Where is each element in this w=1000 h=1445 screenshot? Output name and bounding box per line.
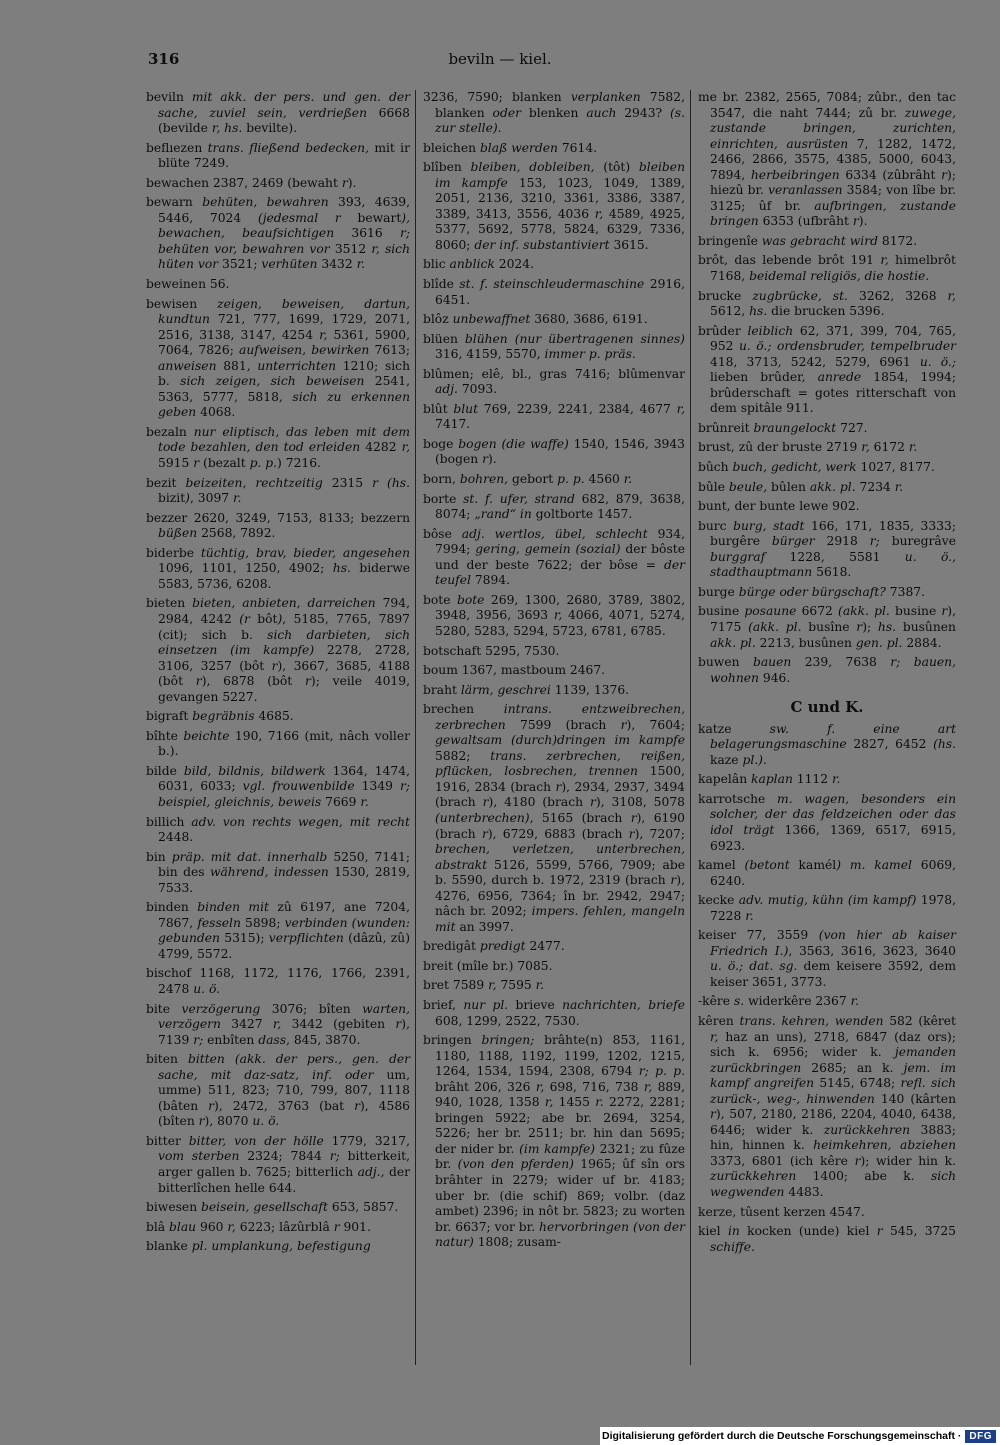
dictionary-entry: burc burg, stadt 166, 171, 1835, 3333; burgêre bürger 2918 r; buregrâve burggraf 1228, 5581 u. ö., stadthauptmann 5618. bbox=[698, 518, 956, 580]
dictionary-entry: katze sw. f. eine art belagerungsmaschine 2827, 6452 (hs. kaze pl.). bbox=[698, 721, 957, 767]
column-2 bbox=[423, 90, 685, 1255]
dictionary-entry: blîde st. f. steinschleudermaschine 2916, 6451. bbox=[423, 277, 685, 307]
dictionary-entry: binden binden mit zû 6197, ane 7204, 7867, fesseln 5898; verbinden (wunden: gebunden 5315); verpflichten (dâzû, zû) 4799, 5572. bbox=[146, 900, 410, 961]
dictionary-entry: blüen blühen (nur übertragenen sinnes) 316, 4159, 5570, immer p. präs. bbox=[423, 331, 685, 362]
dictionary-entry: biten bitten (akk. der pers., gen. der sache, mit daz-satz, inf. oder um, umme) 511, 823; 710, 799, 807, 1118 (bâten r), 2472, 3763 (bat r), 4586 (bîten r), 8070 u. ö. bbox=[146, 1052, 411, 1129]
dictionary-entry: biderbe tüchtig, brav, bieder, angesehen 1096, 1101, 1250, 4902; hs. biderwe 5583, 5736, 6208. bbox=[146, 545, 411, 591]
dictionary-entry: bezzer 2620, 3249, 7153, 8133; bezzern büßen 2568, 7892. bbox=[146, 510, 410, 541]
dictionary-entry: -kêre s. widerkêre 2367 r. bbox=[698, 994, 860, 1009]
dictionary-entry: blût blut 769, 2239, 2241, 2384, 4677 r, 7417. bbox=[423, 401, 685, 432]
dictionary-entry: kamel (betont kamél) m. kamel 6069, 6240. bbox=[698, 858, 956, 888]
dictionary-entry: brôt, das lebende brôt 191 r, himelbrôt 7168, beidemal religiös, die hostie. bbox=[698, 253, 957, 284]
dictionary-entry: bezit beizeiten, rechtzeitig 2315 r (hs. bizit), 3097 r. bbox=[146, 475, 410, 506]
dictionary-entry: kerze, tûsent kerzen 4547. bbox=[698, 1204, 865, 1219]
column-divider-2 bbox=[690, 90, 691, 1365]
column-divider-1 bbox=[415, 90, 416, 1365]
dictionary-entry: blôz unbewaffnet 3680, 3686, 6191. bbox=[423, 312, 648, 327]
section-heading: C und K. bbox=[790, 698, 864, 717]
dictionary-entry: brucke zugbrücke, st. 3262, 3268 r, 5612, hs. die brucken 5396. bbox=[698, 288, 956, 319]
dictionary-entry: boge bogen (die waffe) 1540, 1546, 3943 (bogen r). bbox=[423, 436, 685, 467]
footer-text: Digitalisierung gefördert durch die Deutsche Forschungsgemeinschaft · bbox=[602, 1430, 962, 1442]
dictionary-entry: bewachen 2387, 2469 (bewaht r). bbox=[146, 175, 357, 190]
dictionary-entry: born, bohren, gebort p. p. 4560 r. bbox=[423, 472, 633, 487]
dictionary-entry: bringen bringen; brâhte(n) 853, 1161, 1180, 1188, 1192, 1199, 1202, 1215, 1264, 1534, 1594, 2308, 6794 r; p. p. brâht 206, 326 r, 698, 716, 738 r, 889, 940, 1028, 1358 r, 1455 r. 2272, 2281; bringen 5922; abe br. 2694, 3254, 5226; her br. 2511; br. hin dan 5695; der nider br. (im kampfe) 2321; zu fûze br. (von den pferden) 1965; ûf sîn ors brâhter in 2279; wider uf br. 4183; uber br. (die schif) 869; volbr. (daz ambet) 2396; in nôt br. 5823; zu worten br. 6637; vor br. hervorbringen (von der natur) 1808; zusam- bbox=[423, 1033, 686, 1250]
dictionary-entry: kiel in kocken (unde) kiel r 545, 3725 schiffe. bbox=[698, 1224, 956, 1254]
dictionary-entry: breit (mîle br.) 7085. bbox=[423, 958, 553, 973]
dictionary-entry: buwen bauen 239, 7638 r; bauen, wohnen 946. bbox=[698, 655, 956, 685]
dictionary-entry: bin präp. mit dat. innerhalb 5250, 7141; bin des während, indessen 1530, 2819, 7533. bbox=[146, 849, 410, 895]
dictionary-entry: brief, nur pl. brieve nachrichten, briefe 608, 1299, 2522, 7530. bbox=[423, 997, 685, 1028]
dictionary-entry: bigraft begräbnis 4685. bbox=[146, 709, 294, 724]
dictionary-entry: burge bürge oder bürgschaft? 7387. bbox=[698, 584, 926, 599]
dictionary-entry: kapelân kaplan 1112 r. bbox=[698, 772, 841, 787]
dictionary-entry: bieten bieten, anbieten, darreichen 794, 2984, 4242 (r bôt), 5185, 7765, 7897 (cit); sich b. sich darbieten, sich einsetzen (im kampfe) 2278, 2728, 3106, 3257 (bôt r), 3667, 3685, 4188 (bôt r), 6878 (bôt r); veile 4019, gevangen 5227. bbox=[146, 596, 410, 704]
dictionary-entry: bunt, der bunte lewe 902. bbox=[698, 499, 860, 514]
dictionary-entry: beweinen 56. bbox=[146, 277, 230, 292]
dictionary-entry: brûder leiblich 62, 371, 399, 704, 765, 952 u. ö.; ordensbruder, tempelbruder 418, 3713, 5242, 5279, 6961 u. ö.; lieben brûder, anrede 1854, 1994; brûderschaft = gotes ritterschaft von dem spitâle 911. bbox=[698, 323, 956, 416]
dictionary-entry: blâ blau 960 r, 6223; lâzûrblâ r 901. bbox=[146, 1219, 371, 1234]
dfg-footer-banner bbox=[600, 1427, 1000, 1445]
running-head: beviln — kiel. bbox=[448, 50, 552, 68]
dictionary-entry: brechen intrans. entzweibrechen, zerbrechen 7599 (brach r), 7604; gewaltsam (durch)dringen im kampfe 5882; trans. zerbrechen, reißen, pflücken, losbrechen, trennen 1500, 1916, 2834 (brach r), 2934, 2937, 3494 (brach r), 4180 (brach r), 3108, 5078 (unterbrechen), 5165 (brach r), 6190 (brach r), 6729, 6883 (brach r), 7207; brechen, verletzen, unterbrechen, abstrakt 5126, 5599, 5766, 7909; abe b. 5590, durch b. 1972, 2319 (brach r), 4276, 6956, 7364; în br. 2942, 2947; nâch br. 2092; impers. fehlen, mangeln mit an 3997. bbox=[423, 702, 686, 934]
dictionary-entry: bite verzögerung 3076; bîten warten, verzögern 3427 r, 3442 (gebiten r), 7139 r; enbîten dass, 845, 3870. bbox=[146, 1001, 411, 1047]
dictionary-entry: bitter bitter, von der hölle 1779, 3217, vom sterben 2324; 7844 r; bitterkeit, arger gallen b. 7625; bitterlich adj., der bitterlîchen helle 644. bbox=[146, 1133, 411, 1195]
dictionary-entry: blic anblick 2024. bbox=[423, 257, 534, 272]
dictionary-entry: me br. 2382, 2565, 7084; zûbr., den tac 3547, die naht 7444; zû br. zuwege, zustande bringen, zurichten, einrichten, ausrüsten 7, 1282, 1472, 2466, 2866, 3575, 4385, 5000, 6043, 7894, herbeibringen 6334 (zûbrâht r); hiezû br. veranlassen 3584; von lîbe br. 3125; ûf br. aufbringen, zustande bringen 6353 (ufbrâht r). bbox=[698, 90, 957, 229]
dictionary-entry: bote bote 269, 1300, 2680, 3789, 3802, 3948, 3956, 3693 r, 4066, 4071, 5274, 5280, 5283, 5294, 5723, 6781, 6785. bbox=[423, 592, 685, 638]
page-header bbox=[0, 50, 1000, 74]
column-1 bbox=[146, 90, 410, 1259]
dictionary-entry: blanke pl. umplankung, befestigung bbox=[146, 1239, 371, 1254]
dictionary-entry: kêren trans. kehren, wenden 582 (kêret r, haz an uns), 2718, 6847 (daz ors); sich k. 6956; wider k. jemanden zurückbringen 2685; an k. jem. im kampf angreifen 5145, 6748; refl. sich zurück-, weg-, hinwenden 140 (kârten r), 507, 2180, 2186, 2204, 4040, 6438, 6446; wider k. zurückkehren 3883; hin, hinnen k. heimkehren, abziehen 3373, 6801 (ich kêre r); wider hin k. zurückkehren 1400; abe k. sich wegwenden 4483. bbox=[698, 1013, 957, 1199]
dictionary-entry: bûch buch, gedicht, werk 1027, 8177. bbox=[698, 460, 935, 475]
dictionary-entry: bischof 1168, 1172, 1176, 1766, 2391, 2478 u. ö. bbox=[146, 966, 410, 996]
dictionary-entry: busine posaune 6672 (akk. pl. busine r), 7175 (akk. pl. busîne r); hs. busûnen akk. pl. 2213, busûnen gen. pl. 2884. bbox=[698, 604, 956, 650]
page-number: 316 bbox=[148, 50, 180, 68]
dictionary-entry: 3236, 7590; blanken verplanken 7582, blanken oder blenken auch 2943? (s. zur stelle). bbox=[423, 90, 685, 136]
dictionary-entry: bezaln nur eliptisch, das leben mit dem tode bezahlen, den tod erleiden 4282 r, 5915 r (bezalt p. p.) 7216. bbox=[146, 424, 410, 471]
dictionary-entry: bewisen zeigen, beweisen, dartun, kundtun 721, 777, 1699, 1729, 2071, 2516, 3138, 3147, 4254 r, 5361, 5900, 7064, 7826; aufweisen, bewirken 7613; anweisen 881, unterrichten 1210; sich b. sich zeigen, sich beweisen 2541, 5363, 5777, 5818, sich zu erkennen geben 4068. bbox=[146, 296, 410, 420]
dictionary-entry: bringenîe was gebracht wird 8172. bbox=[698, 233, 918, 248]
dictionary-entry: karrotsche m. wagen, besonders ein solcher, der das feldzeichen oder das idol trägt 1366, 1369, 6517, 6915, 6923. bbox=[698, 791, 957, 853]
dictionary-entry: brust, zû der bruste 2719 r, 6172 r. bbox=[698, 440, 918, 455]
dictionary-entry: beviln mit akk. der pers. und gen. der sache, zuviel sein, verdrießen 6668 (bevilde r, hs. bevilte). bbox=[146, 90, 410, 136]
dictionary-entry: bleichen blaß werden 7614. bbox=[423, 140, 598, 155]
dictionary-entry: blîben bleiben, dobleiben, (tôt) bleiben im kampfe 153, 1023, 1049, 1389, 2051, 2136, 3210, 3361, 3386, 3387, 3389, 3413, 3556, 4036 r, 4589, 4925, 5377, 5692, 5778, 5824, 6329, 7336, 8060; der inf. substantiviert 3615. bbox=[423, 160, 685, 252]
dictionary-entry: bûle beule, bûlen akk. pl. 7234 r. bbox=[698, 479, 904, 494]
dictionary-entry: kecke adv. mutig, kühn (im kampf) 1978, 7228 r. bbox=[698, 893, 956, 923]
dictionary-entry: braht lärm, geschrei 1139, 1376. bbox=[423, 682, 630, 697]
dfg-logo: DFG bbox=[965, 1430, 996, 1443]
dictionary-entry: blûmen; elê, bl., gras 7416; blûmenvar adj. 7093. bbox=[423, 366, 685, 397]
dictionary-entry: boum 1367, mastboum 2467. bbox=[423, 663, 606, 678]
dictionary-entry: biwesen beisein, gesellschaft 653, 5857. bbox=[146, 1200, 399, 1215]
column-3 bbox=[698, 90, 956, 1259]
dictionary-entry: beflıezen trans. fließend bedecken, mit ir blüte 7249. bbox=[146, 140, 410, 171]
dictionary-entry: borte st. f. ufer, strand 682, 879, 3638, 8074; „rand“ in goltborte 1457. bbox=[423, 491, 685, 522]
dictionary-entry: bôse adj. wertlos, übel, schlecht 934, 7994; gering, gemein (sozial) der bôste und der beste 7622; der bôse = der teufel 7894. bbox=[423, 526, 685, 588]
dictionary-entry: bîhte beichte 190, 7166 (mit, nâch voller b.). bbox=[146, 728, 411, 759]
dictionary-entry: billich adv. von rechts wegen, mit recht 2448. bbox=[146, 814, 410, 845]
dictionary-entry: botschaft 5295, 7530. bbox=[423, 643, 560, 658]
dictionary-entry: bret 7589 r, 7595 r. bbox=[423, 978, 545, 993]
dictionary-entry: brûnreit braungelockt 727. bbox=[698, 420, 868, 435]
dictionary-entry: bilde bild, bildnis, bildwerk 1364, 1474, 6031, 6033; vgl. frouwenbilde 1349 r; beispiel, gleichnis, beweis 7669 r. bbox=[146, 763, 410, 809]
dictionary-entry: keiser 77, 3559 (von hier ab kaiser Friedrich I.), 3563, 3616, 3623, 3640 u. ö.; dat. sg. dem keisere 3592, dem keiser 3651, 3773. bbox=[698, 928, 956, 989]
dictionary-entry: bewarn behüten, bewahren 393, 4639, 5446, 7024 (jedesmal r bewart), bewachen, beaufsichtigen 3616 r; behüten vor, bewahren vor 3512 r, sich hüten vor 3521; verhüten 3432 r. bbox=[146, 195, 411, 272]
dictionary-entry: bredigât predigt 2477. bbox=[423, 939, 565, 954]
